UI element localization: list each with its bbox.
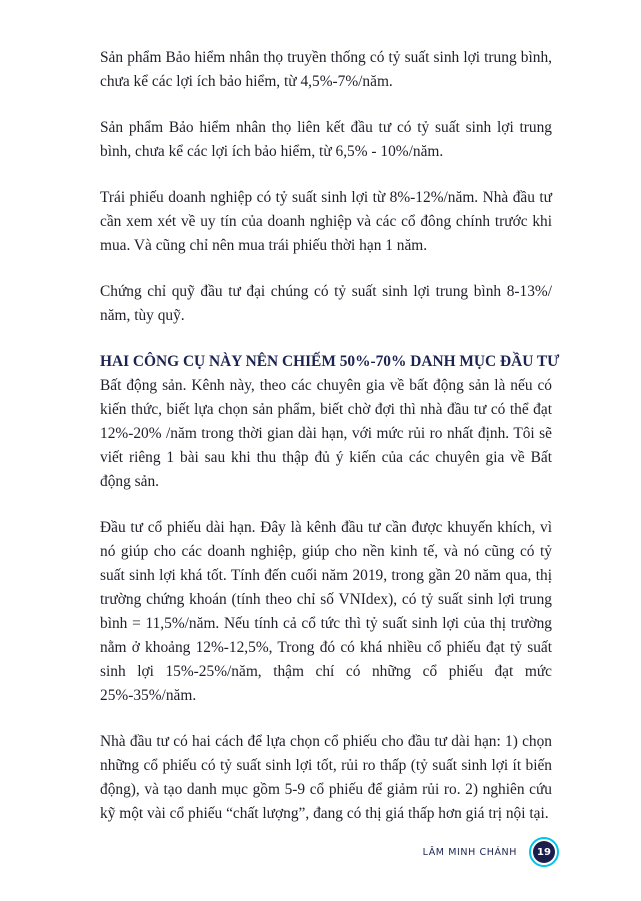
page-footer — [423, 835, 559, 869]
section-heading: HAI CÔNG CỤ NÀY NÊN CHIẾM 50%-70% DANH MỤC ĐẦU TƯ — [100, 353, 560, 370]
paragraph-real-estate: Bất động sản. Kênh này, theo các chuyên gia về bất động sản là nếu có kiến thức, biết lựa chọn sản phẩm, biết chờ đợi thì nhà đầu tư có thể đạt 12%-20% /năm trong thời gian dài hạn, với mức rủi ro nhất định. Tôi sẽ viết riêng 1 bài sau khi thu thập đủ ý kiến của các chuyên gia về Bất động sản. — [100, 377, 552, 490]
page-content — [100, 46, 560, 826]
paragraph-linked-insurance: Sản phẩm Bảo hiểm nhân thọ liên kết đầu tư có tỷ suất sinh lợi trung bình, chưa kể các lợi ích bảo hiểm, từ 6,5% - 10%/năm. — [100, 119, 552, 160]
paragraph-long-term-stocks: Đầu tư cổ phiếu dài hạn. Đây là kênh đầu tư cần được khuyến khích, vì nó giúp cho các doanh nghiệp, giúp cho nền kinh tế, và nó cũng có tỷ suất sinh lợi khá tốt. Tính đến cuối năm 2019, trong gần 20 năm qua, thị trường chứng khoán (tính theo chỉ số VNIdex), có tỷ suất sinh lợi trung bình = 11,5%/năm. Nếu tính cả cổ tức thì tỷ suất sinh lợi của thị trường nằm ở khoảng 12%-12,5%, Trong đó có khá nhiều cổ phiếu đạt tỷ suất sinh lợi 15%-25%/năm, thậm chí có những cổ phiếu đạt mức 25%-35%/năm. — [100, 519, 552, 704]
paragraph-fund-certificates: Chứng chỉ quỹ đầu tư đại chúng có tỷ suất sinh lợi trung bình 8-13%/ năm, tùy quỹ. — [100, 283, 552, 324]
page-number: 19 — [533, 841, 555, 863]
author-name: LÂM MINH CHÁNH — [422, 846, 517, 858]
paragraph-stock-selection: Nhà đầu tư có hai cách để lựa chọn cổ phiếu cho đầu tư dài hạn: 1) chọn những cổ phiếu có tỷ suất sinh lợi tốt, rủi ro thấp (tỷ suất sinh lợi ít biến động), và tạo danh mục gồm 5-9 cổ phiếu để giảm rủi ro. 2) nghiên cứu kỹ một vài cổ phiếu “chất lượng”, đang có thị giá thấp hơn giá trị nội tại. — [100, 733, 552, 822]
paragraph-corporate-bonds: Trái phiếu doanh nghiệp có tỷ suất sinh lợi từ 8%-12%/năm. Nhà đầu tư cần xem xét về uy tín của doanh nghiệp và các cổ đông chính trước khi mua. Và cũng chỉ nên mua trái phiếu thời hạn 1 năm. — [100, 189, 552, 254]
page-number-badge — [529, 837, 559, 867]
paragraph-traditional-insurance: Sản phẩm Bảo hiểm nhân thọ truyền thống có tỷ suất sinh lợi trung bình, chưa kể các lợi ích bảo hiểm, từ 4,5%-7%/năm. — [100, 49, 552, 90]
